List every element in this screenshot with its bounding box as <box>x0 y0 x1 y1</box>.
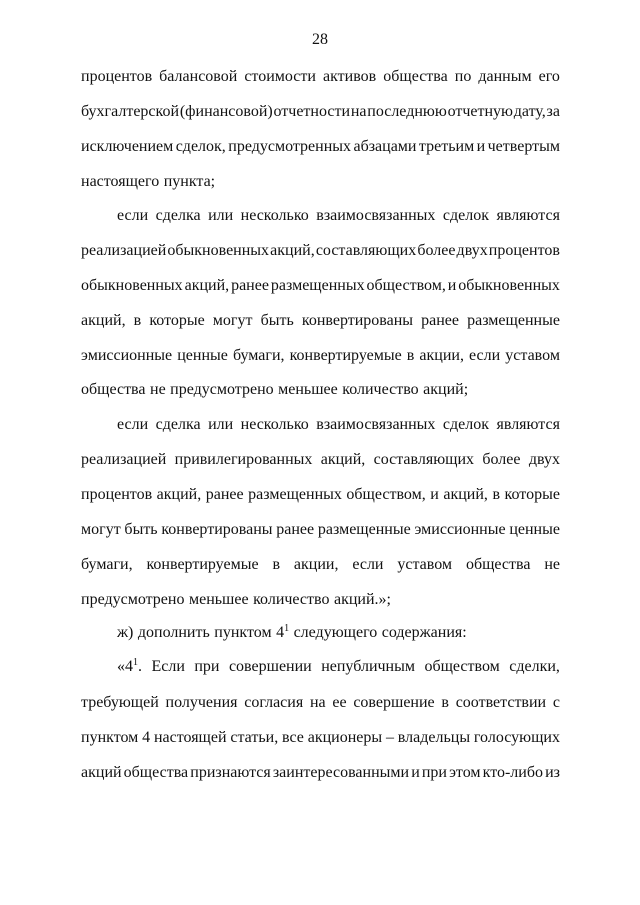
text-line: исключением сделок, предусмотренных абзацами третьим и четвертым <box>81 138 560 155</box>
text-line: акций общества признаются заинтересованными и при этом кто-либо из <box>81 764 560 781</box>
text-line: реализацией привилегированных акций, составляющих более двух <box>81 451 560 468</box>
text-line: акций, в которые могут быть конвертированы ранее размещенные <box>81 312 560 329</box>
text-line: «41. Если при совершении непубличным обществом сделки, <box>117 656 560 675</box>
text-line: обыкновенных акций, ранее размещенных обществом, и обыкновенных <box>81 277 560 294</box>
text-line: могут быть конвертированы ранее размещенные эмиссионные ценные <box>81 521 560 538</box>
text-line: требующей получения согласия на ее совершение в соответствии с <box>81 694 560 711</box>
text-line: ж) дополнить пунктом 41 следующего содержания: <box>117 622 467 641</box>
text-line: предусмотрено меньшее количество акций.»; <box>81 591 391 608</box>
text-line: если сделка или несколько взаимосвязанных сделок являются <box>117 207 560 224</box>
text-line: пунктом 4 настоящей статьи, все акционеры – владельцы голосующих <box>81 729 560 746</box>
text-line: процентов акций, ранее размещенных обществом, и акций, в которые <box>81 486 560 503</box>
page-number: 28 <box>312 31 328 48</box>
text-line: настоящего пункта; <box>81 173 216 190</box>
text-line: реализацией обыкновенных акций, составляющих более двух процентов <box>81 242 560 259</box>
text-line: бумаги, конвертируемые в акции, если уставом общества не <box>81 556 560 573</box>
text-line: процентов балансовой стоимости активов общества по данным его <box>81 68 560 85</box>
text-line: эмиссионные ценные бумаги, конвертируемые в акции, если уставом <box>81 347 560 364</box>
text-line: бухгалтерской (финансовой) отчетности на последнюю отчетную дату, за <box>81 103 560 120</box>
text-line: общества не предусмотрено меньшее количество акций; <box>81 381 469 398</box>
text-line: если сделка или несколько взаимосвязанных сделок являются <box>117 416 560 433</box>
